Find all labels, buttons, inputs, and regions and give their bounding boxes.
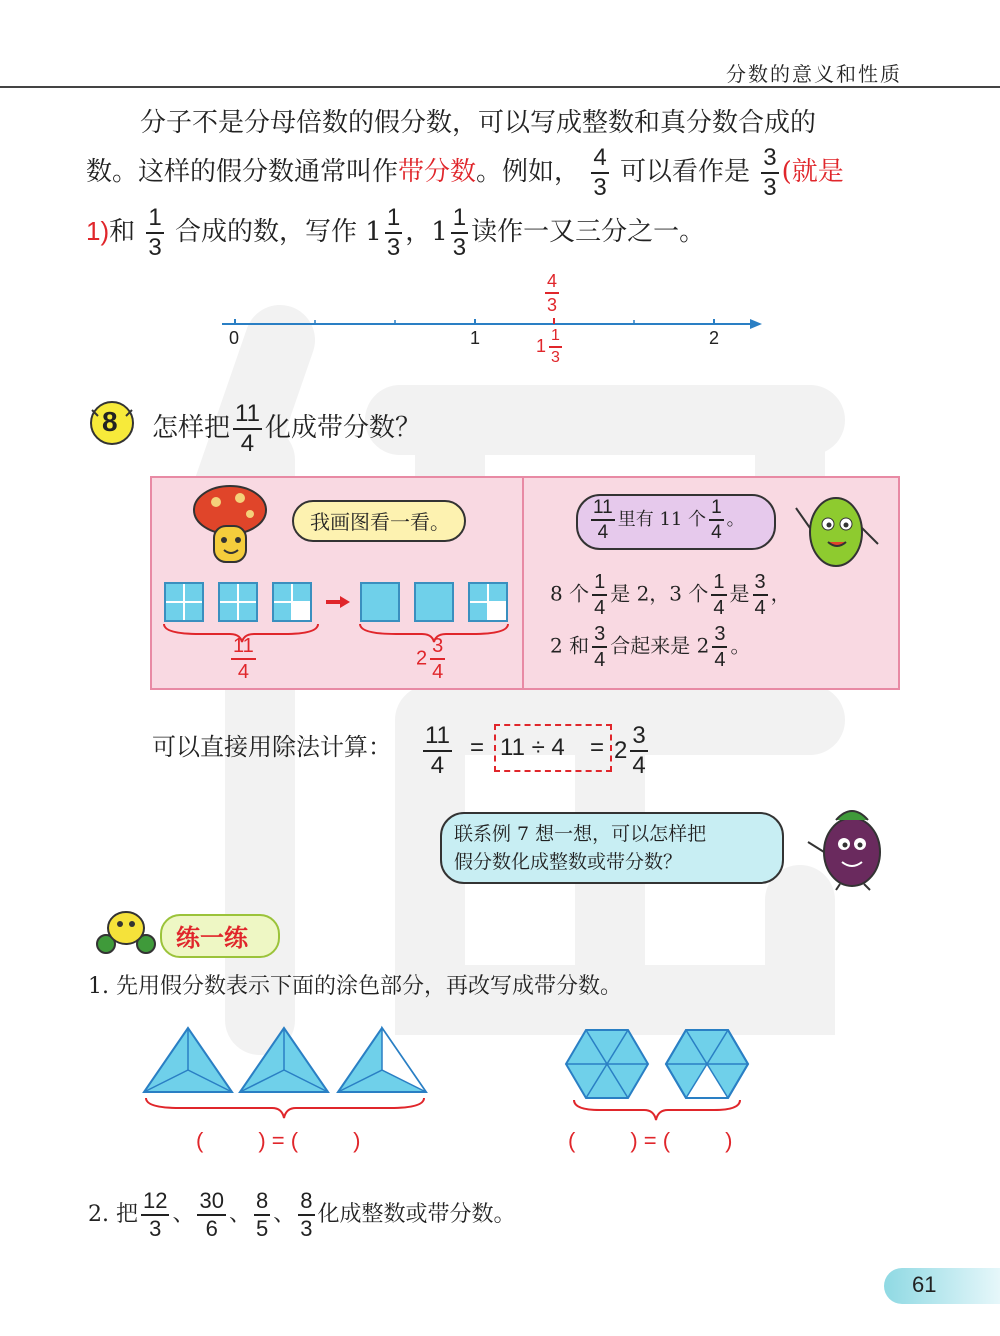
quarter-square-4 <box>468 582 508 622</box>
left-bubble-text: 我画图看一看。 <box>310 510 450 534</box>
example-number: 8 <box>102 406 118 437</box>
practice-heading: 练一练 <box>176 924 248 952</box>
right-line-2: 2 和 $\frac{3}{4}$ 合起来是 2 $\frac{3}{4}$ 。 <box>550 623 751 671</box>
division-result: 2 $\frac{3}{4}$ <box>614 722 646 779</box>
number-line <box>220 312 765 336</box>
intro-line-2: 数。这样的假分数通常叫作带分数。例如， $\frac{4}{3}$ 可以看作是 $\frac{3}{3}$ (就是 <box>86 144 844 201</box>
term-mixed-number: 带分数 <box>398 157 477 187</box>
number-line-label-mixed: 1 $\frac{1}{3}$ <box>536 327 560 366</box>
tick-label-1: 1 <box>470 328 481 348</box>
fraction-one-third-read: $\frac{1}{3}$ <box>452 204 467 261</box>
division-expression: 11 ÷ 4 <box>500 734 565 761</box>
mushroom-character-icon <box>190 482 270 572</box>
whole-square-1 <box>360 582 400 622</box>
triangle-shapes <box>140 1024 440 1124</box>
practice-question-2: 2. 把 $\frac{12}{3}$ 、 $\frac{30}{6}$ 、 $\frac{8}{5}$ 、 $\frac{8}{3}$ 化成整数或带分数。 <box>88 1188 516 1241</box>
triangle-answer-blank[interactable]: ( ) = ( ) <box>196 1128 361 1153</box>
equals-1: = <box>470 734 485 761</box>
intro-line-1: 分子不是分母倍数的假分数，可以写成整数和真分数合成的 <box>140 108 817 138</box>
panel-divider <box>522 478 524 688</box>
right-bubble-text: $\frac{11}{4}$ 里有 11 个 $\frac{1}{4}$ 。 <box>593 497 745 543</box>
hexagon-answer-blank[interactable]: ( ) = ( ) <box>568 1128 733 1153</box>
header-rule <box>0 86 1000 88</box>
fraction-one-third: $\frac{1}{3}$ <box>148 204 162 261</box>
page-number-tab <box>884 1268 1000 1304</box>
number-line-label-four-thirds: $\frac{4}{3}$ <box>547 271 558 315</box>
practice-mascot-icon <box>86 906 166 956</box>
quarter-square-1 <box>164 582 204 622</box>
eggplant-character-icon <box>800 796 900 892</box>
equals-2: = <box>590 734 605 761</box>
fraction-four-thirds: $\frac{4}{3}$ <box>593 144 607 201</box>
fraction-three-thirds: $\frac{3}{3}$ <box>763 144 777 201</box>
fraction-one-third-mixed: $\frac{1}{3}$ <box>386 204 401 261</box>
intro-line-3: 1)和 $\frac{1}{3}$ 合成的数，写作 1 $\frac{1}{3}$ ，1 $\frac{1}{3}$ 读作一又三分之一。 <box>86 204 706 261</box>
hexagon-shapes <box>560 1024 760 1124</box>
division-label: 可以直接用除法计算： <box>152 733 392 761</box>
pepper-character-icon <box>790 488 886 574</box>
braces <box>160 622 520 644</box>
arrow-right-icon <box>326 594 352 610</box>
quarter-square-3 <box>272 582 312 622</box>
page-number: 61 <box>912 1272 937 1297</box>
hint-text: 联系例 7 想一想，可以怎样把 假分数化成整数或带分数？ <box>454 823 707 873</box>
tick-label-0: 0 <box>229 328 240 348</box>
chapter-title: 分数的意义和性质 <box>726 62 902 86</box>
practice-question-1: 1. 先用假分数表示下面的涂色部分，再改写成带分数。 <box>88 974 622 999</box>
label-eleven-quarters: $\frac{11}{4}$ <box>233 635 254 683</box>
right-line-1: 8 个 $\frac{1}{4}$ 是 2，3 个 $\frac{1}{4}$ 是 $\frac{3}{4}$ ， <box>550 571 791 619</box>
example-question: 怎样把 $\frac{11}{4}$ 化成带分数？ <box>152 400 421 457</box>
division-fraction: $\frac{11}{4}$ <box>425 722 450 779</box>
tick-label-2: 2 <box>709 328 720 348</box>
label-mixed-two-three-quarters: 2 $\frac{3}{4}$ <box>416 635 444 683</box>
quarter-square-2 <box>218 582 258 622</box>
whole-square-2 <box>414 582 454 622</box>
